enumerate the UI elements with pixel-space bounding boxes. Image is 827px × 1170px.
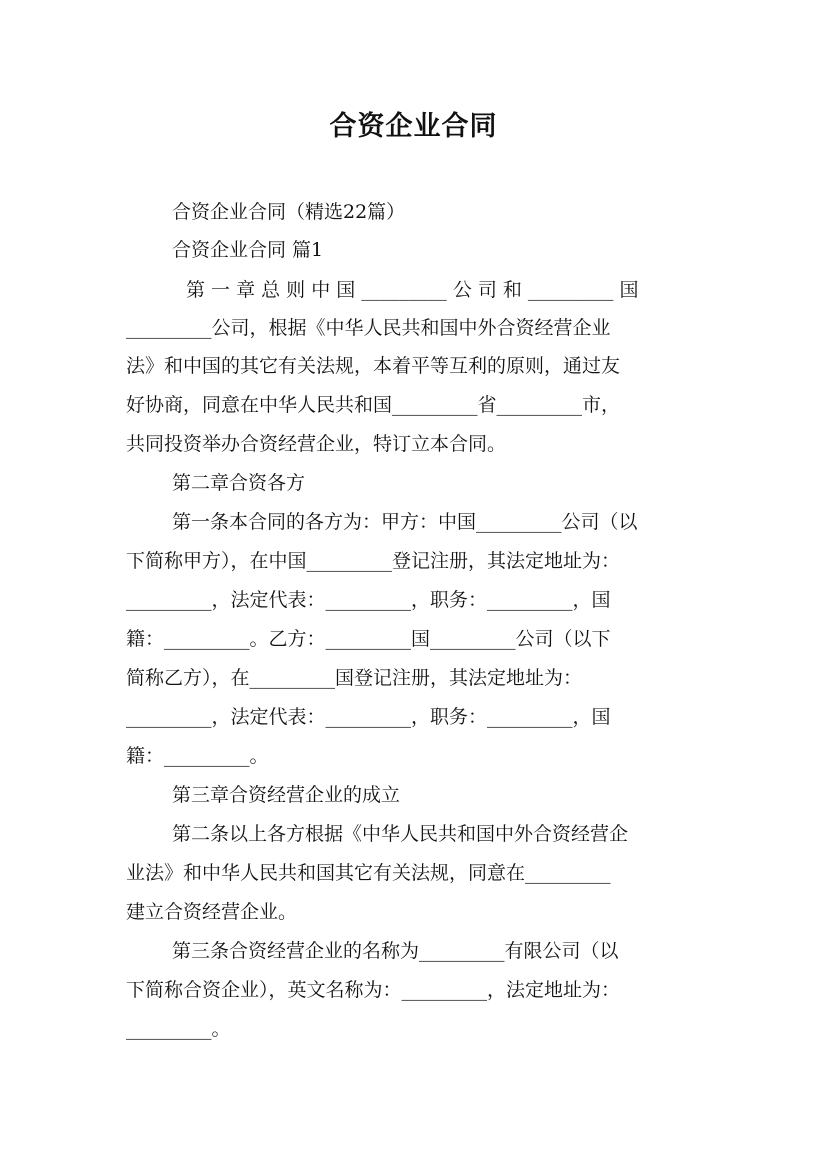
chapter3-line4: 第三条合资经营企业的名称为_________有限公司（以 — [172, 940, 619, 962]
chapter2-heading: 第二章合资各方 — [172, 472, 306, 494]
chapter2-line2: 下简称甲方），在中国_________登记注册，其法定地址为： — [126, 550, 621, 572]
chapter2-line3: _________，法定代表：_________，职务：_________，国 — [126, 589, 611, 611]
chapter3-line6: _________。 — [126, 1018, 231, 1040]
chapter1-line1: 第 一 章 总 则 中 国 _________ 公 司 和 _________ 国 — [186, 279, 639, 301]
chapter3-heading: 第三章合资经营企业的成立 — [172, 784, 401, 806]
chapter2-line6: _________，法定代表：_________，职务：_________，国 — [126, 706, 611, 728]
chapter1-line4: 好协商，同意在中华人民共和国_________省_________市， — [126, 394, 621, 416]
chapter3-line2: 业法》和中华人民共和国其它有关法规，同意在_________ — [126, 862, 611, 884]
chapter2-line1: 第一条本合同的各方为：甲方：中国_________公司（以 — [172, 511, 638, 533]
chapter1-line5: 共同投资举办合资经营企业，特订立本合同。 — [126, 433, 507, 455]
page-title: 合资企业合同 — [329, 111, 498, 142]
chapter1-line3: 法》和中国的其它有关法规，本着平等互利的原则，通过友 — [126, 355, 621, 377]
chapter2-line5: 简称乙方），在_________国登记注册，其法定地址为： — [126, 667, 583, 689]
chapter3-line1: 第二条以上各方根据《中华人民共和国中外合资经营企 — [172, 823, 629, 845]
chapter2-line4: 籍：_________。乙方：_________国_________公司（以下 — [126, 628, 611, 650]
section-heading: 合资企业合同 篇1 — [172, 239, 324, 261]
chapter2-line7: 籍：_________。 — [126, 745, 269, 767]
chapter3-line3: 建立合资经营企业。 — [126, 901, 298, 923]
subtitle: 合资企业合同（精选22篇） — [172, 201, 406, 223]
chapter3-line5: 下简称合资企业），英文名称为：_________，法定地址为： — [126, 979, 621, 1001]
chapter1-line2: _________公司，根据《中华人民共和国中外合资经营企业 — [126, 317, 611, 339]
